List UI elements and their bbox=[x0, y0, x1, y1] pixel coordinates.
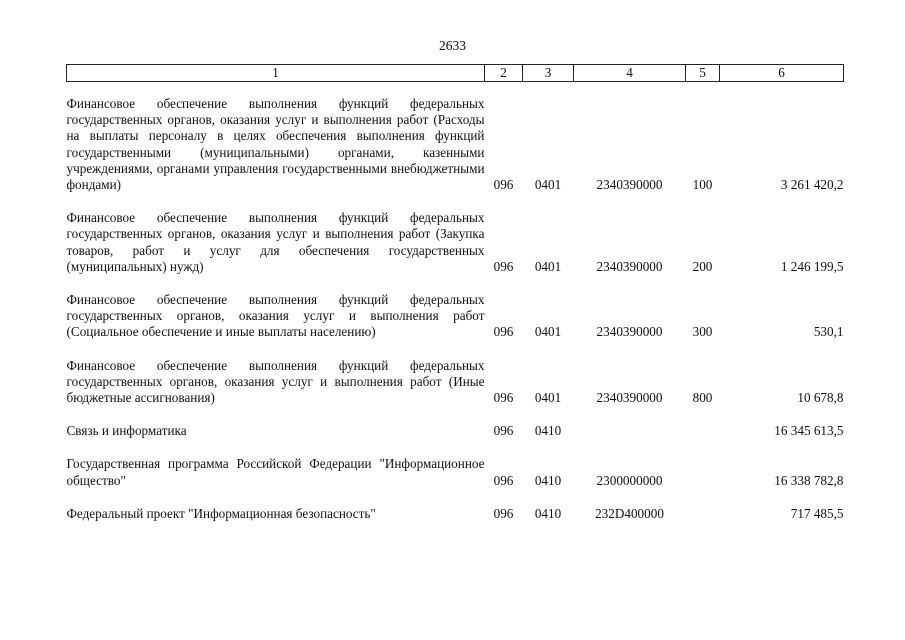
table-row bbox=[67, 96, 844, 193]
row-description: Финансовое обеспечение выполнения функций федеральных государственных органов, оказания услуг и выполнения работ (Закупка товаров, работ и услуг для обеспечения государственных (муниципальных) нужд) bbox=[66, 210, 485, 274]
target-article-code: 232D400000 bbox=[595, 505, 664, 521]
amount: 10 678,8 bbox=[797, 390, 844, 406]
table-row bbox=[67, 210, 844, 275]
target-article-code: 2300000000 bbox=[596, 472, 663, 488]
row-description: Связь и информатика bbox=[66, 423, 187, 439]
amount: 16 338 782,8 bbox=[774, 472, 844, 488]
ministry-code: 096 bbox=[493, 423, 514, 439]
table-row bbox=[67, 423, 844, 439]
column-header: 6 bbox=[720, 65, 844, 82]
budget-table bbox=[66, 64, 844, 522]
row-description: Финансовое обеспечение выполнения функций федеральных государственных органов, оказания услуг и выполнения работ (Социальное обеспечение и иные выплаты населению) bbox=[66, 292, 485, 340]
section-code: 0410 bbox=[534, 505, 562, 521]
column-header: 3 bbox=[523, 65, 574, 82]
expense-type-code bbox=[686, 506, 720, 522]
target-article-code bbox=[574, 423, 686, 439]
expense-type-code: 300 bbox=[692, 324, 713, 340]
section-code: 0401 bbox=[534, 390, 562, 406]
ministry-code: 096 bbox=[493, 258, 514, 274]
table-row bbox=[67, 506, 844, 522]
ministry-code: 096 bbox=[493, 177, 514, 193]
amount: 16 345 613,5 bbox=[774, 423, 844, 439]
section-code: 0401 bbox=[534, 177, 562, 193]
section-code: 0401 bbox=[534, 258, 562, 274]
row-description: Федеральный проект "Информационная безопасность" bbox=[66, 505, 376, 521]
target-article-code: 2340390000 bbox=[596, 390, 663, 406]
expense-type-code bbox=[686, 423, 720, 439]
section-code: 0410 bbox=[534, 423, 562, 439]
column-header: 5 bbox=[686, 65, 720, 82]
row-description: Финансовое обеспечение выполнения функций федеральных государственных органов, оказания услуг и выполнения работ (Иные бюджетные ассигнования) bbox=[66, 357, 485, 406]
expense-type-code bbox=[686, 456, 720, 488]
row-description: Государственная программа Российской Федерации "Информационное общество" bbox=[66, 456, 485, 488]
column-header: 4 bbox=[574, 65, 686, 82]
column-header: 1 bbox=[67, 65, 485, 82]
ministry-code: 096 bbox=[493, 472, 514, 488]
header-row bbox=[67, 65, 844, 82]
target-article-code: 2340390000 bbox=[596, 324, 663, 340]
expense-type-code: 100 bbox=[692, 177, 713, 193]
ministry-code: 096 bbox=[493, 505, 514, 521]
amount: 3 261 420,2 bbox=[780, 177, 844, 193]
row-description: Финансовое обеспечение выполнения функций федеральных государственных органов, оказания услуг и выполнения работ (Расходы на выплаты персоналу в целях обеспечения выполнения функций государственными (муниципальными) органами, казенными учреждениями, органами управления государственными внебюджетными фондами) bbox=[66, 96, 485, 193]
target-article-code: 2340390000 bbox=[596, 177, 663, 193]
target-article-code: 2340390000 bbox=[596, 258, 663, 274]
amount: 717 485,5 bbox=[790, 505, 844, 521]
amount: 1 246 199,5 bbox=[780, 258, 844, 274]
ministry-code: 096 bbox=[493, 390, 514, 406]
expense-type-code: 800 bbox=[692, 390, 713, 406]
expense-type-code: 200 bbox=[692, 258, 713, 274]
table-row bbox=[67, 358, 844, 407]
table-row bbox=[67, 292, 844, 341]
section-code: 0410 bbox=[534, 472, 562, 488]
table-row bbox=[67, 456, 844, 488]
column-header: 2 bbox=[485, 65, 523, 82]
amount: 530,1 bbox=[813, 324, 844, 340]
page-number: 2633 bbox=[439, 38, 466, 53]
section-code: 0401 bbox=[534, 324, 562, 340]
ministry-code: 096 bbox=[493, 324, 514, 340]
